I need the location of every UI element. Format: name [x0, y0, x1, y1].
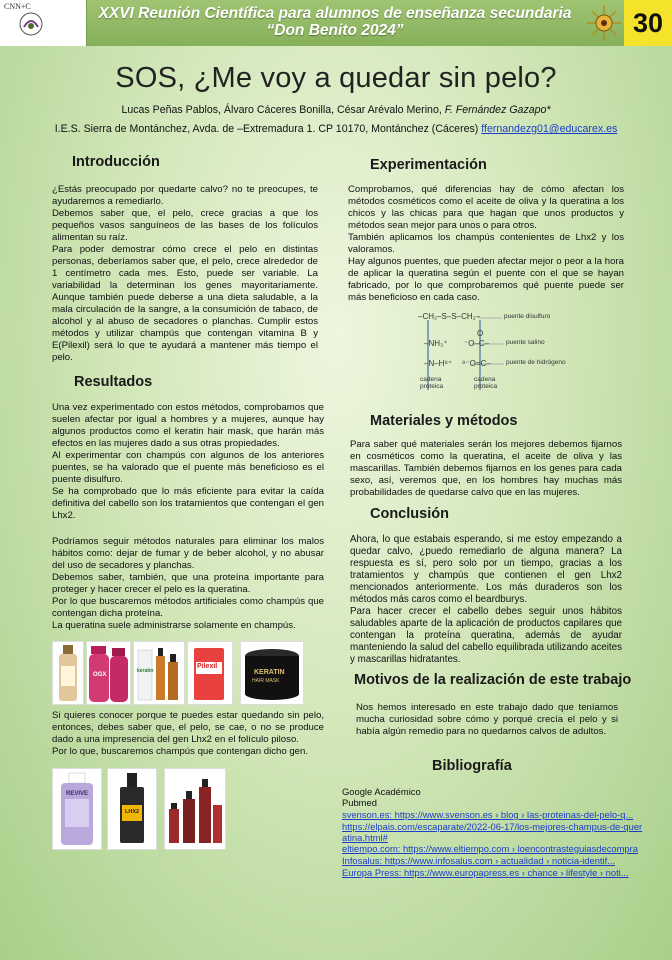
- diagram-top-chain: –CH₂–S–S–CH₂–: [418, 312, 481, 321]
- product-image-ogx: [86, 641, 131, 705]
- product-image-keratin-oil: [133, 641, 185, 705]
- motivos-p1: Nos hemos interesado en este trabajo dado que teníamos mucha curiosidad sobre cómo y porqué crecía el pelo y si había algún remedio para no quedarnos calvos de adultos.: [356, 702, 618, 737]
- diagram-oc: ⁻O–C–: [464, 339, 490, 348]
- product-image-lhx2: [107, 768, 157, 850]
- introduccion-heading: Introducción: [72, 154, 160, 170]
- keratin-mask-label-1: KERATIN: [254, 669, 285, 676]
- resultados-heading: Resultados: [74, 374, 153, 390]
- conference-title-line1: XXVI Reunión Científica para alumnos de enseñanza secundaria: [98, 5, 572, 22]
- product-image-serum-set: [164, 768, 226, 850]
- diagram-nh: –N–H⁸⁺: [424, 359, 453, 368]
- resultados-p6: Por lo que buscaremos métodos artificiales como champús que contengan dicha proteína.: [52, 596, 324, 619]
- sun-emblem-icon: [584, 2, 624, 44]
- label-cadena-right: cadena proteica: [474, 376, 498, 390]
- resultados-p5: Debemos saber, también, que una proteína importante para proteger y hacer crecer el pelo es la queratina.: [52, 572, 324, 595]
- bibliografia-heading: Bibliografía: [432, 758, 512, 774]
- revive-label: REVIVE: [66, 791, 89, 797]
- introduccion-text: [52, 184, 318, 364]
- materiales-p1: Para saber qué materiales serán los mejores debemos fijarnos en cosméticos como la queratina, el aceite de oliva y las mascarillas. También debemos fijarnos en los genes para cada sexo, así, veremos que, en los hombres hay muchas más probabilidades de quedarse calvo que en las mujeres.: [350, 439, 622, 498]
- conclusion-heading: Conclusión: [370, 506, 449, 522]
- motivos-heading: Motivos de la realización de este trabajo: [354, 672, 632, 688]
- introduccion-p2: Debemos saber que, el pelo, crece gracias a que los pequeños vasos sanguíneos de las bases de los folículos alimentan su raíz.: [52, 208, 318, 243]
- keratin-oil-label: keratin: [137, 668, 154, 674]
- diagram-o: O: [477, 329, 484, 338]
- label-puente-disulfuro: puente disulfuro: [504, 313, 551, 320]
- product-image-pilexil: [187, 641, 233, 705]
- resultados-text-a: [52, 402, 324, 522]
- authors-line: [0, 104, 672, 116]
- resultados-p8: Si quieres conocer porque te puedes estar quedando sin pelo, entonces, debes saber que, el pelo, se cae, o no se produce dado a una impresencia del gen Lhx2 en el folículo piloso.: [52, 710, 324, 745]
- materiales-text: [350, 439, 622, 499]
- email-link[interactable]: ffernandezg01@educarex.es: [481, 123, 618, 135]
- experimentacion-text: [348, 184, 624, 304]
- affiliation-line: [0, 123, 672, 135]
- keratin-mask-label-2: HAIR MASK: [252, 678, 280, 684]
- biblio-link[interactable]: atina.html#: [342, 832, 388, 843]
- authors: Lucas Peñas Pablos, Álvaro Cáceres Bonilla, César Arévalo Merino,: [121, 104, 442, 116]
- biblio-item: Google Académico: [342, 786, 421, 797]
- product-image-keratin-mask: [240, 641, 304, 705]
- resultados-p9: Por lo que, buscaremos champús que contengan dicho gen.: [52, 746, 309, 757]
- lhx2-label: LHX2: [125, 809, 140, 815]
- resultados-p2: Al experimentar con champús con algunos de los anteriores puentes, se ha valorado que el puente más beneficioso es el puente disulfuro.: [52, 450, 324, 485]
- motivos-text: [356, 702, 618, 738]
- label-puente-hidrogeno: puente de hidrógeno: [506, 359, 566, 366]
- materiales-heading: Materiales y métodos: [370, 413, 518, 429]
- conference-title: [86, 5, 584, 39]
- experimentacion-p3: Hay algunos puentes, que pueden afectar mejor o peor a la hora de aplicar la queratina según el puente con el que se hayan fabricado, por lo que comprobaremos qué puente puede ser más beneficioso en cada caso.: [348, 256, 624, 303]
- organization-logo: [0, 0, 87, 46]
- resultados-p4: Podríamos seguir métodos naturales para eliminar los malos hábitos como: dejar de fumar y de beber alcohol, y no abusar del uso de secadores y planchas.: [52, 536, 324, 571]
- organization-emblem-icon: [18, 11, 44, 37]
- affiliation: I.E.S. Sierra de Montánchez, Avda. de –Extremadura 1. CP 10170, Montánchez (Cáceres): [54, 123, 479, 135]
- protein-bonds-diagram: [410, 310, 580, 396]
- diagram-nh3: –NH₃⁺: [424, 339, 448, 348]
- biblio-link[interactable]: Infosalus: https://www.infosalus.com › actualidad › noticia-identif...: [342, 855, 616, 866]
- ogx-label: OGX: [93, 672, 107, 678]
- poster-title: SOS, ¿Me voy a quedar sin pelo?: [115, 62, 557, 94]
- resultados-p1: Una vez experimentado con estos métodos, comprobamos que suelen afectar por igual a hombres y a mujeres, aunque hay algunos productos como el keratin hair mask, que harán más efectos en las mujeres dado a sus otras propiedades.: [52, 402, 324, 449]
- biblio-link[interactable]: https://elpais.com/escaparate/2022-06-17/los-mejores-champus-de-quer: [342, 821, 643, 832]
- conference-title-line2: “Don Benito 2024”: [266, 22, 404, 39]
- conclusion-text: [350, 534, 622, 666]
- introduccion-p3: Para poder demostrar cómo crece el pelo en distintas personas, deberíamos saber que, el pelo, crece alrededor de 1 centímetro cada mes. Esto, puede ser variable. La variabilidad la determinan los genes mayoritariamente. Aunque también puede deberse a una dieta saludable, a la mala circulación de la sangre, a la consumición de tabaco, de alcohol y al abuso de secadores o planchas. Cumplir estos métodos y utilizar champús que contengan vitamina B y E(Pilexil) será lo que te ayudará a mantener más tiempo el pelo.: [52, 244, 318, 363]
- biblio-link[interactable]: eltiempo.com: https://www.eltiempo.com › loencontrasteguiasdecompra: [342, 843, 638, 854]
- resultados-p3: Se ha comprobado que lo más eficiente para evitar la caída definitiva del cabello son los tratamientos que contengan el gen Lhx2.: [52, 486, 324, 521]
- experimentacion-p2: También aplicamos los champús contenientes de Lhx2 y los valoramos.: [348, 232, 624, 255]
- conclusion-p1: Ahora, lo que estabais esperando, si me estoy empezando a quedar calvo, ¿puedo remediarlo de alguna manera? La respuesta es sí, pero solo por un tiempo, gracias a los tratamientos y champús que contienen el gen Lhx2 mencionados anteriormente. Los más duraderos son los métodos más caros como el beardburys.: [350, 534, 622, 605]
- resultados-p7: La queratina suele administrarse solamente en champús.: [52, 620, 296, 631]
- supervisor: F. Fernández Gazapo*: [444, 104, 551, 116]
- product-image-bottle: [52, 641, 84, 705]
- conclusion-p2: Para hacer crecer el cabello debes seguir unos hábitos saludables aparte de la aplicación de productos capilares que contengan la proteína queratina, además de ayudar manteniendo la salud del cabello equilibrada utilizando aceites y mascarillas hidratantes.: [350, 606, 622, 665]
- experimentacion-p1: Comprobamos, qué diferencias hay de cómo afectan los métodos cosméticos como el aceite de oliva y la queratina a los chicos y las chicas para que hagan que unos productos y métodos sean mejor para unos o para otros.: [348, 184, 624, 231]
- pilexil-label: Pilexil: [197, 663, 218, 670]
- label-puente-salino: puente salino: [506, 339, 545, 346]
- biblio-link[interactable]: Europa Press: https://www.europapress.es › chance › lifestyle › noti...: [342, 867, 629, 878]
- product-image-revive: [52, 768, 102, 850]
- resultados-text-b: [52, 536, 324, 632]
- biblio-link[interactable]: svenson.es: https://www.svenson.es › blog › las-proteinas-del-pelo-q...: [342, 809, 634, 820]
- experimentacion-heading: Experimentación: [370, 157, 487, 173]
- label-cadena-left: cadena proteica: [420, 376, 444, 390]
- resultados-text-c: [52, 710, 324, 758]
- organization-acronym: CNN+C: [4, 2, 31, 11]
- diagram-oc2: ⁸⁻O=C–: [462, 359, 491, 368]
- biblio-item: Pubmed: [342, 797, 377, 808]
- introduccion-p1: ¿Estás preocupado por quedarte calvo? no te preocupes, te ayudaremos a remediarlo.: [52, 184, 318, 207]
- poster-number-badge: 30: [624, 0, 672, 46]
